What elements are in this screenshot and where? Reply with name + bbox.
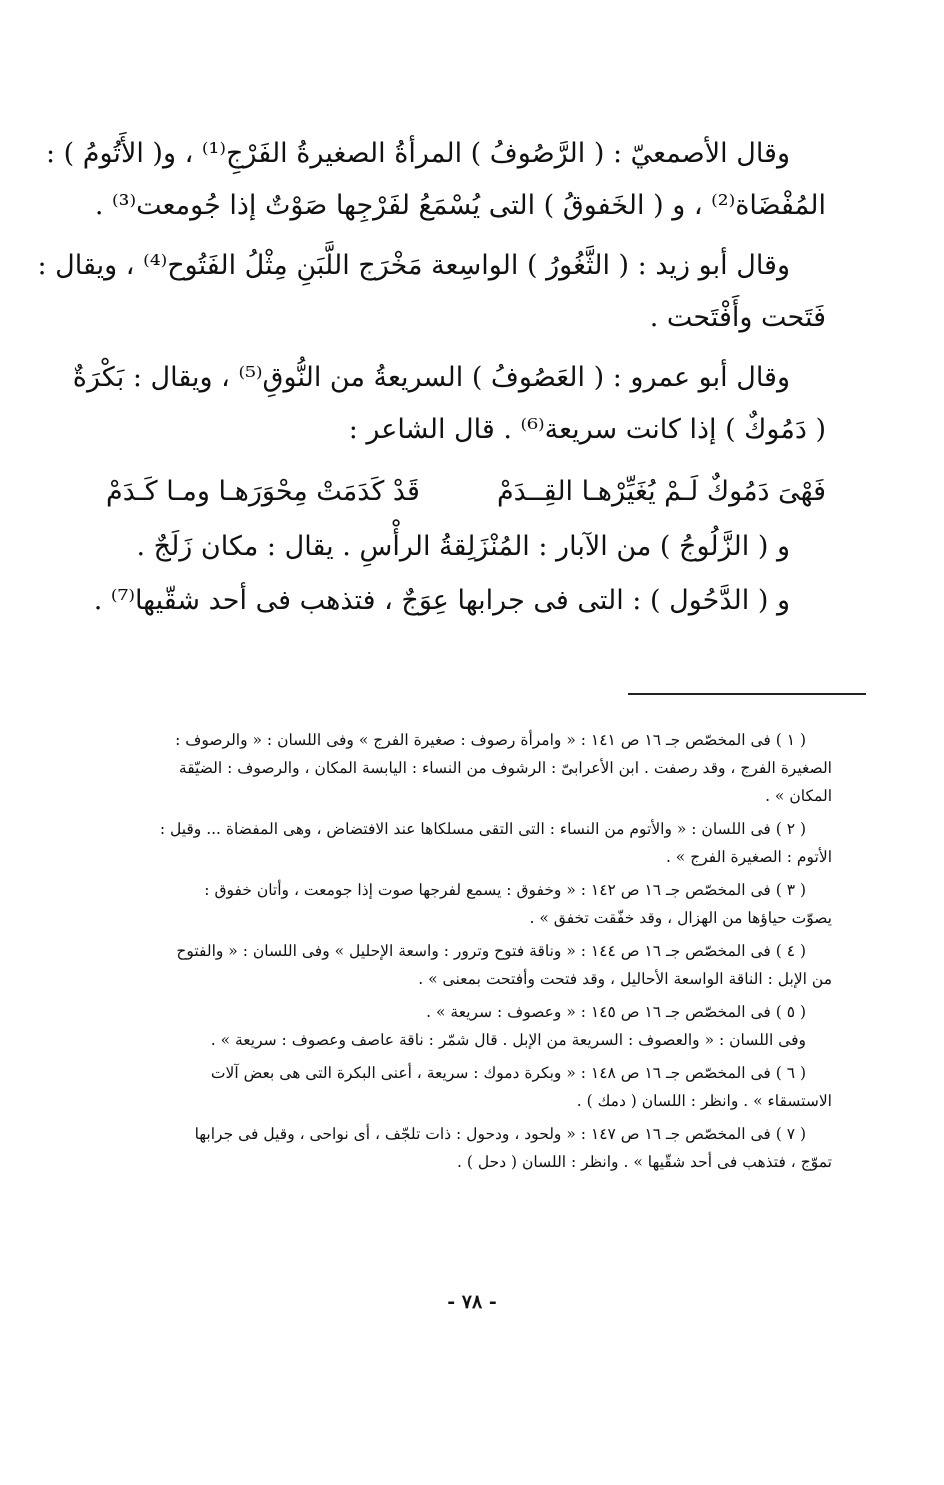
footnote-line: الأتوم : الصغيرة الفرج » . <box>665 848 832 866</box>
page-number: - ٧٨ - <box>447 1291 497 1313</box>
footnote-line: ( ٦ ) فى المخصّص جـ ١٦ ص ١٤٨ : « وبكرة دموك : سريعة ، أعنى البكرة التى هى بعض آلات <box>210 1064 806 1082</box>
footnote-line: المكان » . <box>765 787 832 805</box>
footnote-line: من الإبل : الناقة الواسعة الأحاليل ، وقد فتحت وأفتحت بمعنى » . <box>418 970 832 988</box>
footnote-line: ( ٥ ) فى المخصّص جـ ١٦ ص ١٤٥ : « وعصوف : سريعة » . <box>426 1003 806 1021</box>
footnote-4 <box>112 937 832 993</box>
footnote-6 <box>112 1059 832 1115</box>
entry-dahul: و ( الدَّحُول ) : التى فى جرابها عِوَجٌ ، فتذهب فى أحد شقّيها⁽⁷⁾ . <box>93 585 790 616</box>
footnote-line: ( ٣ ) فى المخصّص جـ ١٦ ص ١٤٢ : « وخفوق : يسمع لفرجها صوت إذا جومعت ، وأتان خفوق : <box>204 881 806 899</box>
footnote-2 <box>112 815 832 871</box>
text-line: وقال أبو زيد : ( الثَّغُورُ ) الواسِعة مَخْرَج اللَّبَنِ مِثْلُ الفَتُوح⁽⁴⁾ ، ويقال : <box>37 250 790 281</box>
footnote-line: الصغيرة الفرج ، وقد رصفت . ابن الأعرابىّ : الرشوف من النساء : اليابسة المكان ، والرصوف : الضيّقة <box>178 759 832 777</box>
footnote-separator <box>628 693 866 695</box>
text-line: وقال أبو عمرو : ( العَصُوفُ ) السريعةُ من النُّوقِ⁽⁵⁾ ، ويقال : بَكْرَةٌ <box>72 362 790 393</box>
text-line: وقال الأصمعيّ : ( الرَّصُوفُ ) المرأةُ الصغيرةُ الفَرْجِ⁽¹⁾ ، و( الأَتُومُ ) : <box>45 138 790 169</box>
verse-second-hemistich: قَدْ كَدَمَتْ مِحْوَرَهـا ومـا كَـدَمْ <box>106 476 420 507</box>
text-line: ( دَمُوكٌ ) إذا كانت سريعة⁽⁶⁾ . قال الشاعر : <box>348 414 826 445</box>
paragraph-abu-zayd <box>37 240 826 344</box>
footnote-line: الاستسقاء » . وانظر : اللسان ( دمك ) . <box>576 1092 832 1110</box>
paragraph-asmai <box>45 128 826 232</box>
verse-first-hemistich: فَهْىَ دَمُوكٌ لَـمْ يُغَيِّرْهـا القِــدَمْ <box>496 476 826 507</box>
footnote-5 <box>112 998 832 1054</box>
footnote-line: يصوّت حياؤها من الهزال ، وقد خفّقت تخفق » . <box>529 909 832 927</box>
poetry-verse <box>106 464 826 520</box>
footnote-1 <box>112 726 832 810</box>
entry-zaluj: و ( الزَّلُوجُ ) من الآبار : المُنْزَلِقةُ الرأْسِ . يقال : مكان زَلَجٌ . <box>136 531 790 562</box>
paragraph-abu-amr <box>72 352 826 456</box>
footnotes <box>112 726 832 1181</box>
footnote-line: ( ٤ ) فى المخصّص جـ ١٦ ص ١٤٤ : « وناقة فتوح وترور : واسعة الإحليل » وفى اللسان : « والفتوح <box>176 942 806 960</box>
footnote-line: ( ٧ ) فى المخصّص جـ ١٦ ص ١٤٧ : « ولحود ، ودحول : ذات تلجّف ، أى نواحى ، وقيل فى جرابها <box>194 1125 806 1143</box>
main-text <box>37 128 826 628</box>
footnote-7 <box>112 1120 832 1176</box>
footnote-line: تموّج ، فتذهب فى أحد شقّيها » . وانظر : اللسان ( دحل ) . <box>457 1153 832 1171</box>
text-line: فَتَحت وأَفْتَحت . <box>649 302 826 333</box>
text-line: المُفْضَاة⁽²⁾ ، و ( الخَفوقُ ) التى يُسْمَعُ لفَرْجِها صَوْتٌ إذا جُومعت⁽³⁾ . <box>94 190 826 221</box>
footnote-line: ( ١ ) فى المخصّص جـ ١٦ ص ١٤١ : « وامرأة رصوف : صغيرة الفرج » وفى اللسان : « والرصوف : <box>175 731 806 749</box>
footnote-line: وفى اللسان : « والعصوف : السريعة من الإبل . قال شمّر : ناقة عاصف وعصوف : سريعة » . <box>210 1031 806 1049</box>
footnote-line: ( ٢ ) فى اللسان : « والأتوم من النساء : التى التقى مسلكاها عند الافتضاض ، وهى المفضاة ... وقيل : <box>159 820 806 838</box>
footnote-3 <box>112 876 832 932</box>
